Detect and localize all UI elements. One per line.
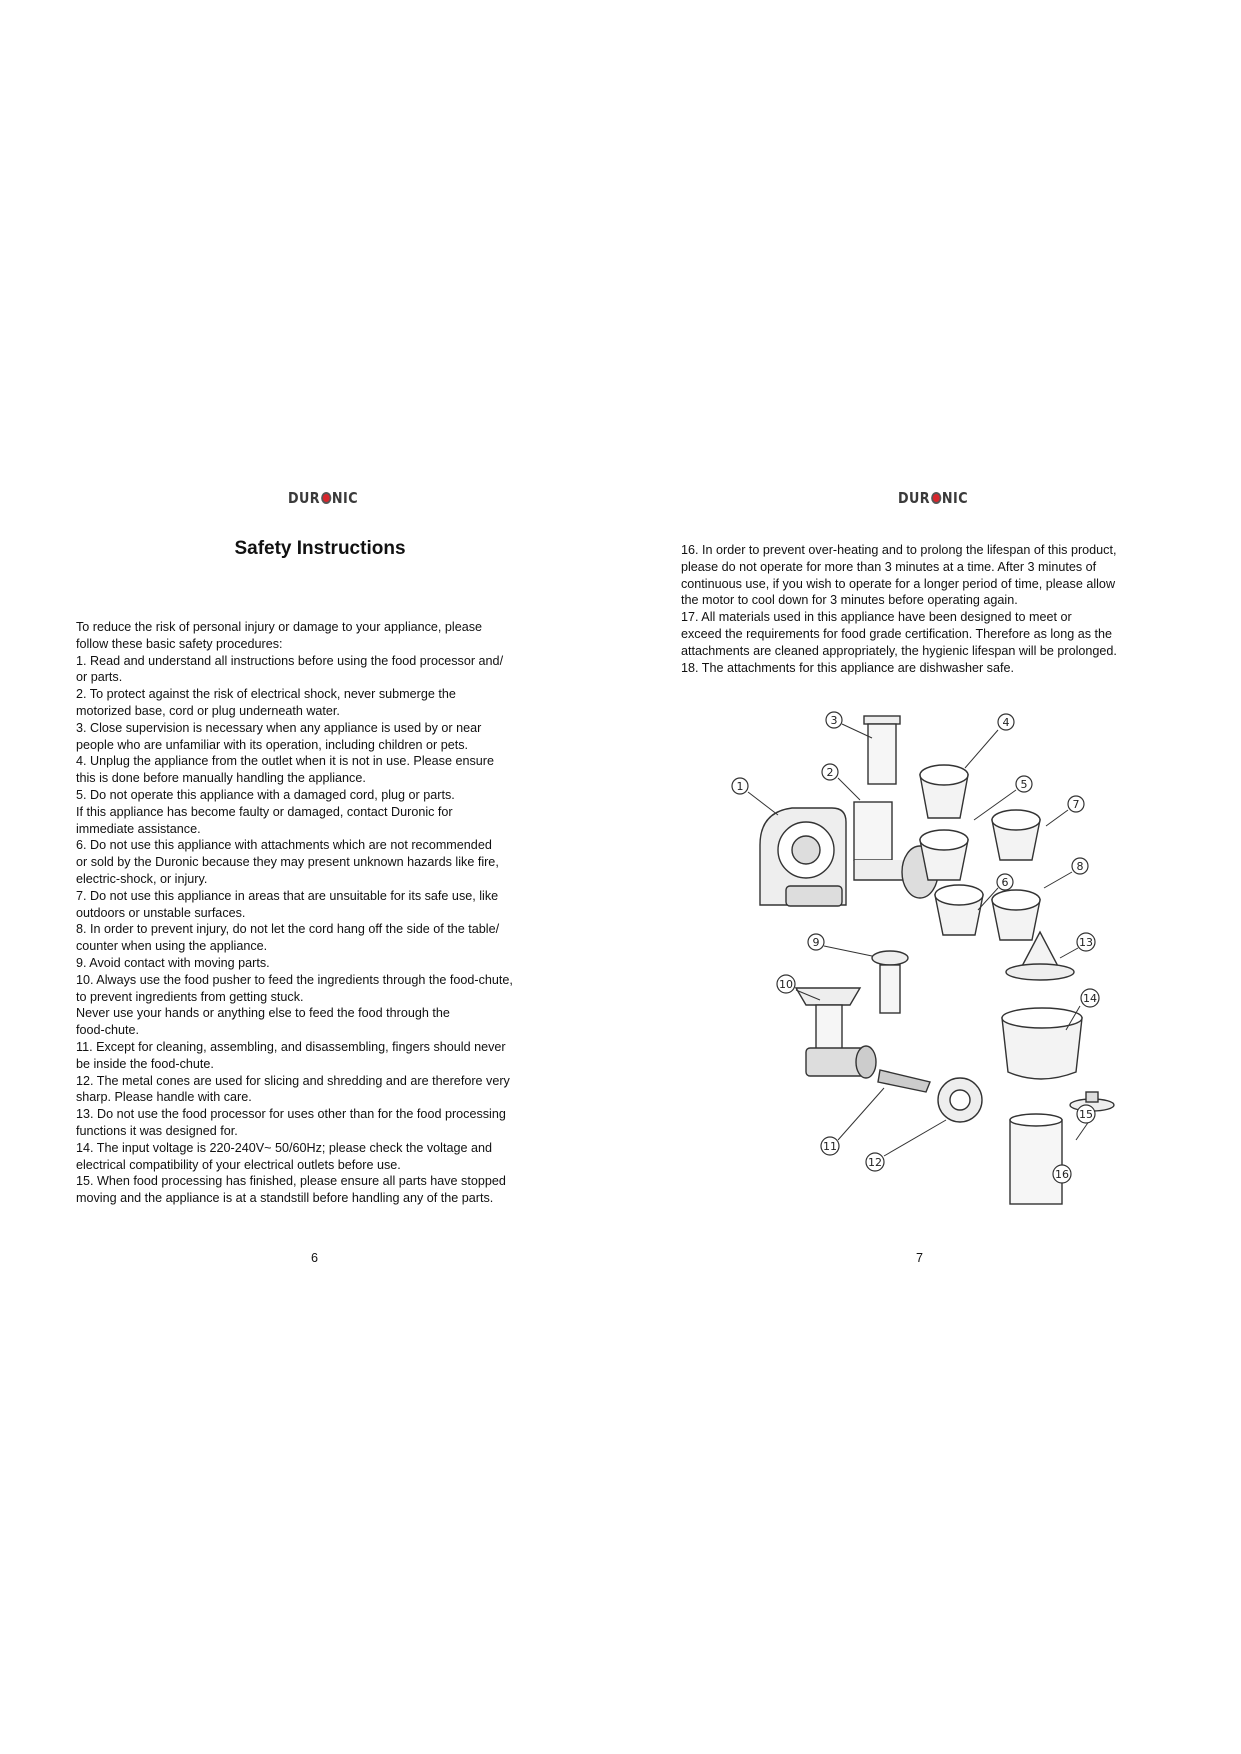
instruction-line: 5. Do not operate this appliance with a damaged cord, plug or parts. xyxy=(76,787,455,802)
instruction-line: Never use your hands or anything else to feed the food through the xyxy=(76,1006,450,1021)
instruction-line: 4. Unplug the appliance from the outlet when it is not in use. Please ensure xyxy=(76,754,494,769)
instruction-line: people who are unfamiliar with its operation, including children or pets. xyxy=(76,737,469,752)
part-label xyxy=(777,975,795,993)
instruction-line: 18. The attachments for this appliance are dishwasher safe. xyxy=(681,660,1014,675)
instruction-line: 6. Do not use this appliance with attachments which are not recommended xyxy=(76,838,492,853)
instruction-line: motorized base, cord or plug underneath water. xyxy=(76,703,340,718)
logo-text-start: DUR xyxy=(898,489,931,507)
safety-instructions-list xyxy=(76,619,571,1207)
instruction-line: 7. Do not use this appliance in areas that are unsuitable for its safe use, like xyxy=(76,888,499,903)
collecting-cup-part xyxy=(1010,1114,1062,1204)
part-label xyxy=(997,874,1013,890)
part-label xyxy=(1016,776,1032,792)
logo-text-end: NIC xyxy=(941,489,968,507)
svg-text:12: 12 xyxy=(868,1156,882,1169)
svg-text:14: 14 xyxy=(1083,992,1097,1005)
instruction-line: 13. Do not use the food processor for uses other than for the food processing xyxy=(76,1107,506,1122)
instruction-line: To reduce the risk of personal injury or damage to your appliance, please xyxy=(76,620,483,634)
instruction-line: please do not operate for more than 3 minutes at a time. After 3 minutes of xyxy=(681,559,1097,574)
instruction-line: sharp. Please handle with care. xyxy=(76,1090,252,1105)
instruction-line: moving and the appliance is at a standstill before handling any of the parts. xyxy=(76,1191,494,1206)
svg-text:1: 1 xyxy=(736,780,744,793)
instruction-line: If this appliance has become faulty or damaged, contact Duronic for xyxy=(76,804,453,819)
svg-text:3: 3 xyxy=(830,714,838,727)
instruction-line: 14. The input voltage is 220-240V~ 50/60Hz; please check the voltage and xyxy=(76,1140,492,1155)
instruction-line: continuous use, if you wish to operate for a longer period of time, please allow xyxy=(681,576,1116,591)
page-number: 7 xyxy=(916,1251,924,1265)
part-label xyxy=(808,934,824,950)
right-page xyxy=(620,0,1241,1754)
part-label xyxy=(822,764,838,780)
instruction-line: 10. Always use the food pusher to feed the ingredients through the food-chute, xyxy=(76,972,513,987)
svg-text:7: 7 xyxy=(1072,798,1080,811)
svg-text:15: 15 xyxy=(1079,1108,1093,1121)
instruction-line: attachments are cleaned appropriately, the hygienic lifespan will be prolonged. xyxy=(681,643,1117,658)
instruction-line: counter when using the appliance. xyxy=(76,939,268,954)
part-label xyxy=(1068,796,1084,812)
instruction-line: to prevent ingredients from getting stuck. xyxy=(76,989,304,1004)
part-label xyxy=(1077,1105,1095,1123)
svg-text:5: 5 xyxy=(1020,778,1028,791)
parts-diagram xyxy=(720,700,1140,1210)
page-title: Safety Instructions xyxy=(234,538,406,559)
motor-base-part xyxy=(760,808,846,906)
svg-text:6: 6 xyxy=(1001,876,1009,889)
instruction-line: food-chute. xyxy=(76,1023,140,1038)
instruction-line: be inside the food-chute. xyxy=(76,1056,214,1071)
safety-instructions-continued xyxy=(681,542,1191,676)
instruction-line: 16. In order to prevent over-heating and to prolong the lifespan of this product, xyxy=(681,543,1117,557)
instruction-line: 17. All materials used in this appliance have been designed to meet or xyxy=(681,610,1072,625)
logo-text-start: DUR xyxy=(288,489,321,507)
instruction-line: 12. The metal cones are used for slicing and shredding and are therefore very xyxy=(76,1073,510,1088)
part-label xyxy=(1053,1165,1071,1183)
duronic-logo xyxy=(898,489,968,507)
instruction-line: 15. When food processing has finished, please ensure all parts have stopped xyxy=(76,1174,506,1189)
instruction-line: immediate assistance. xyxy=(76,821,201,836)
instruction-line: exceed the requirements for food grade certification. Therefore as long as the xyxy=(681,626,1113,641)
part-label xyxy=(1077,933,1095,951)
instruction-line: follow these basic safety procedures: xyxy=(76,636,283,651)
instruction-line: 1. Read and understand all instructions before using the food processor and/ xyxy=(76,653,504,668)
part-label xyxy=(821,1137,839,1155)
part-label xyxy=(866,1153,884,1171)
food-pusher-part xyxy=(864,716,900,784)
page-number: 6 xyxy=(311,1251,319,1265)
instruction-line: 8. In order to prevent injury, do not let the cord hang off the side of the table/ xyxy=(76,922,500,937)
part-label xyxy=(1072,858,1088,874)
svg-text:11: 11 xyxy=(823,1140,837,1153)
instruction-line: 9. Avoid contact with moving parts. xyxy=(76,955,270,970)
logo-mark-icon xyxy=(321,492,331,504)
logo-text-end: NIC xyxy=(331,489,358,507)
svg-text:10: 10 xyxy=(779,978,793,991)
auger-part xyxy=(878,1070,930,1092)
part-label xyxy=(826,712,842,728)
instruction-line: this is done before manually handling the appliance. xyxy=(76,771,366,786)
left-page xyxy=(0,0,620,1754)
part-label xyxy=(732,778,748,794)
mincer-body-part xyxy=(796,988,876,1078)
svg-text:16: 16 xyxy=(1055,1168,1069,1181)
instruction-line: 11. Except for cleaning, assembling, and disassembling, fingers should never xyxy=(76,1039,506,1054)
logo-mark-icon xyxy=(931,492,941,504)
instruction-line: electric-shock, or injury. xyxy=(76,871,208,886)
instruction-line: outdoors or unstable surfaces. xyxy=(76,905,246,920)
instruction-line: 2. To protect against the risk of electrical shock, never submerge the xyxy=(76,687,456,702)
instruction-line: or parts. xyxy=(76,670,123,685)
instruction-line: 3. Close supervision is necessary when any appliance is used by or near xyxy=(76,720,482,735)
instruction-line: electrical compatibility of your electrical outlets before use. xyxy=(76,1157,401,1172)
svg-text:13: 13 xyxy=(1079,936,1093,949)
part-label xyxy=(1081,989,1099,1007)
instruction-line: functions it was designed for. xyxy=(76,1123,238,1138)
duronic-logo xyxy=(288,489,358,507)
svg-text:4: 4 xyxy=(1002,716,1010,729)
mincer-ring-part xyxy=(938,1078,982,1122)
svg-text:9: 9 xyxy=(812,936,820,949)
part-label xyxy=(998,714,1014,730)
juicer-bowl-part xyxy=(1002,1008,1082,1079)
svg-text:2: 2 xyxy=(826,766,834,779)
svg-text:8: 8 xyxy=(1076,860,1084,873)
instruction-line: or sold by the Duronic because they may present unknown hazards like fire, xyxy=(76,855,499,870)
mincer-pusher-part xyxy=(872,951,908,1013)
instruction-line: the motor to cool down for 3 minutes before operating again. xyxy=(681,593,1018,608)
